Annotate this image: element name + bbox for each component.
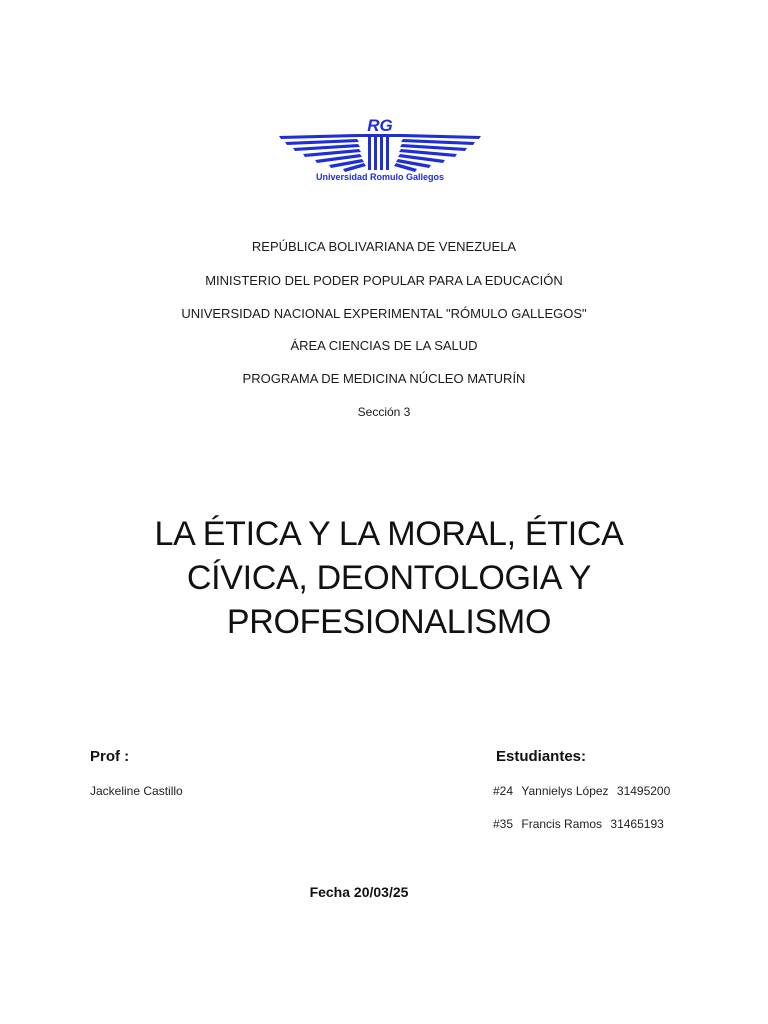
- university-logo-graphic: [277, 112, 483, 186]
- header-line-university: UNIVERSIDAD NACIONAL EXPERIMENTAL "RÓMULO GALLEGOS": [181, 306, 587, 321]
- header-line-republic: REPÚBLICA BOLIVARIANA DE VENEZUELA: [251, 239, 517, 254]
- logo-monogram: RG: [367, 116, 393, 135]
- student-number: #35: [493, 817, 514, 831]
- student-name: Francis Ramos: [521, 817, 603, 831]
- university-logo: [277, 112, 483, 186]
- logo-wings: [279, 134, 481, 172]
- document-title: [100, 512, 678, 644]
- students-label: Estudiantes:: [496, 748, 587, 765]
- title-line-2: CÍVICA, DEONTOLOGIA Y: [186, 559, 592, 597]
- student-row: [493, 784, 670, 798]
- student-row: [493, 817, 664, 831]
- title-line-3: PROFESIONALISMO: [226, 603, 552, 641]
- student-id: 31495200: [616, 784, 671, 798]
- section-label: Sección 3: [357, 405, 411, 419]
- professor-name: Jackeline Castillo: [90, 784, 183, 798]
- student-id: 31465193: [610, 817, 664, 831]
- header-line-program: PROGRAMA DE MEDICINA NÚCLEO MATURÍN: [242, 371, 526, 386]
- date-label: Fecha 20/03/25: [309, 884, 409, 900]
- header-line-area: ÁREA CIENCIAS DE LA SALUD: [290, 338, 478, 353]
- header-line-ministry: MINISTERIO DEL PODER POPULAR PARA LA EDUCACIÓN: [205, 273, 563, 288]
- student-name: Yannielys López: [521, 784, 609, 798]
- professor-label: Prof :: [90, 748, 130, 765]
- logo-caption: Universidad Romulo Gallegos: [315, 172, 445, 182]
- student-number: #24: [493, 784, 514, 798]
- title-line-1: LA ÉTICA Y LA MORAL, ÉTICA: [154, 515, 624, 553]
